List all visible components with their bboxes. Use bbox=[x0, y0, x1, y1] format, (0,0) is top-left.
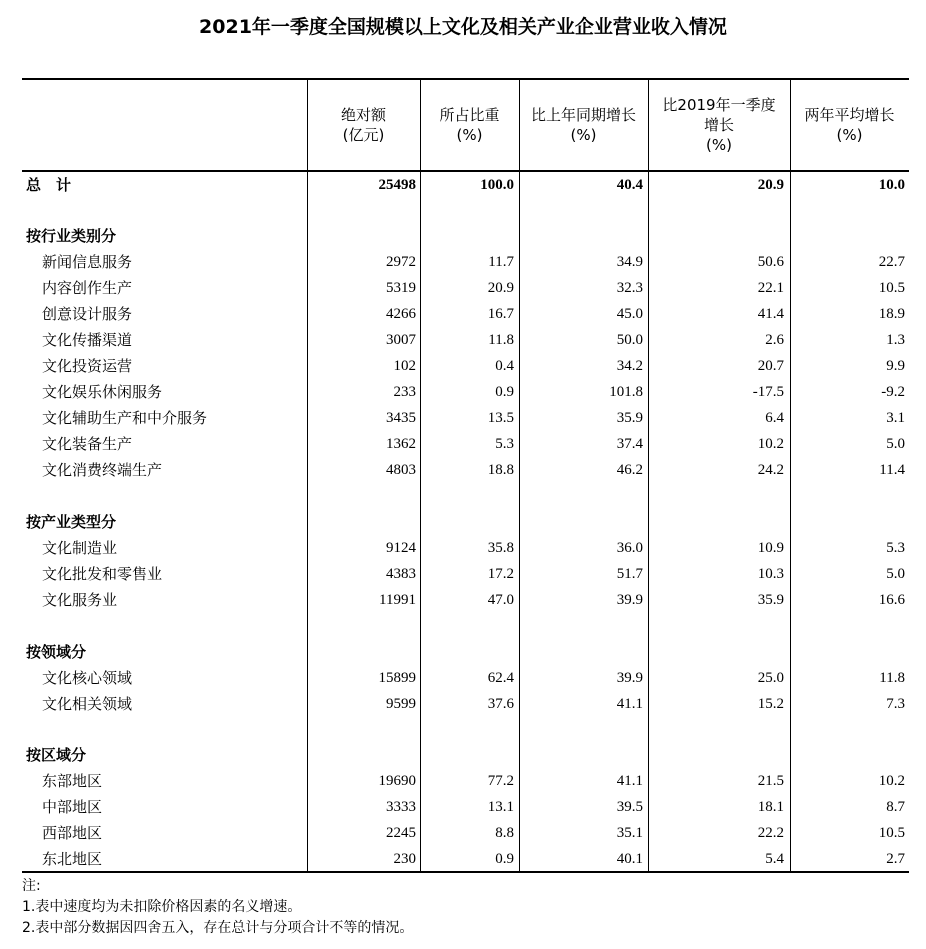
table-cell: 18.9 bbox=[878, 306, 905, 322]
table-row bbox=[22, 301, 909, 327]
row-label: 内容创作生产 bbox=[42, 279, 133, 297]
row-label: 文化核心领域 bbox=[42, 669, 133, 687]
table-cell: 15899 bbox=[378, 670, 416, 686]
column-header-line: 绝对额 bbox=[340, 106, 386, 124]
table-cell: 62.4 bbox=[487, 670, 514, 686]
row-label: 中部地区 bbox=[42, 798, 103, 816]
table-cell: 24.2 bbox=[757, 462, 784, 478]
table-cell: 0.9 bbox=[495, 851, 514, 867]
section-heading: 按行业类别分 bbox=[26, 227, 117, 245]
row-label: 西部地区 bbox=[42, 824, 103, 842]
section-heading-row bbox=[22, 639, 909, 665]
table-cell: 25.0 bbox=[757, 670, 784, 686]
table-cell: 3435 bbox=[386, 410, 416, 426]
table-cell: 8.7 bbox=[886, 799, 905, 815]
table-cell: 20.7 bbox=[757, 358, 784, 374]
table-row bbox=[22, 535, 909, 561]
total-label: 总 计 bbox=[26, 176, 72, 194]
table-cell: 36.0 bbox=[616, 540, 643, 556]
table-cell: 18.1 bbox=[757, 799, 784, 815]
table-cell: 39.5 bbox=[616, 799, 643, 815]
table-cell: 1.3 bbox=[886, 332, 905, 348]
table-cell: 230 bbox=[393, 851, 416, 867]
table-cell: 40.4 bbox=[616, 177, 643, 193]
table-cell: 11.8 bbox=[488, 332, 514, 348]
table-cell: 21.5 bbox=[757, 773, 784, 789]
column-header-line: 比上年同期增长 bbox=[530, 106, 636, 124]
table-cell: 10.9 bbox=[757, 540, 784, 556]
table-row bbox=[22, 794, 909, 820]
table-cell: 10.5 bbox=[878, 280, 905, 296]
table-row bbox=[22, 691, 909, 717]
table-cell: 2972 bbox=[386, 254, 416, 270]
table-row bbox=[22, 275, 909, 301]
table-row bbox=[22, 768, 909, 794]
table-cell: 20.9 bbox=[757, 177, 784, 193]
table-cell: 34.2 bbox=[616, 358, 643, 374]
table-cell: 22.1 bbox=[757, 280, 784, 296]
table-row bbox=[22, 405, 909, 431]
table-cell: 41.1 bbox=[616, 696, 643, 712]
table-row bbox=[22, 249, 909, 275]
table-cell: 0.4 bbox=[495, 358, 514, 374]
column-header bbox=[307, 80, 420, 170]
table-cell: 50.6 bbox=[757, 254, 784, 270]
table-cell: 10.0 bbox=[878, 177, 905, 193]
column-header bbox=[648, 80, 790, 170]
table-cell: 35.8 bbox=[487, 540, 514, 556]
page-title: 2021年一季度全国规模以上文化及相关产业企业营业收入情况 bbox=[199, 16, 727, 38]
table-cell: 34.9 bbox=[616, 254, 643, 270]
table-cell: 9124 bbox=[386, 540, 416, 556]
table-cell: 47.0 bbox=[487, 592, 514, 608]
column-header-line: 两年平均增长 bbox=[804, 106, 895, 124]
table-cell: 13.5 bbox=[487, 410, 514, 426]
row-label: 文化传播渠道 bbox=[42, 331, 133, 349]
table-cell: 45.0 bbox=[616, 306, 643, 322]
table-cell: 9.9 bbox=[886, 358, 905, 374]
table-cell: 50.0 bbox=[616, 332, 643, 348]
table-cell: 17.2 bbox=[487, 566, 514, 582]
row-label: 东部地区 bbox=[42, 772, 103, 790]
column-header bbox=[519, 80, 648, 170]
table-row bbox=[22, 327, 909, 353]
section-heading: 按领域分 bbox=[26, 643, 87, 661]
table-cell: 2.6 bbox=[765, 332, 784, 348]
column-header bbox=[790, 80, 909, 170]
table-cell: 5.3 bbox=[886, 540, 905, 556]
table-cell: 5.4 bbox=[765, 851, 784, 867]
table-cell: 5.0 bbox=[886, 436, 905, 452]
table-cell: 35.9 bbox=[757, 592, 784, 608]
table-cell: 11.8 bbox=[879, 670, 905, 686]
table-cell: 1362 bbox=[386, 436, 416, 452]
table-cell: 10.3 bbox=[757, 566, 784, 582]
table-cell: 4266 bbox=[386, 306, 416, 322]
table-row bbox=[22, 587, 909, 613]
table-cell: 37.4 bbox=[616, 436, 643, 452]
table-row bbox=[22, 379, 909, 405]
table-row bbox=[22, 846, 909, 872]
row-label: 文化制造业 bbox=[42, 539, 118, 557]
row-label: 文化相关领域 bbox=[42, 695, 133, 713]
row-label: 文化批发和零售业 bbox=[42, 565, 163, 583]
table-cell: 101.8 bbox=[609, 384, 643, 400]
column-header-line: 所占比重 bbox=[439, 106, 500, 124]
column-header-line: (%) bbox=[706, 136, 732, 154]
section-heading: 按产业类型分 bbox=[26, 513, 117, 531]
table-cell: 39.9 bbox=[616, 670, 643, 686]
table-cell: 22.7 bbox=[878, 254, 905, 270]
row-label: 文化娱乐休闲服务 bbox=[42, 383, 163, 401]
column-header-line: 比2019年一季度 bbox=[662, 96, 776, 114]
table-cell: 41.4 bbox=[757, 306, 784, 322]
total-row bbox=[22, 172, 909, 198]
table-cell: 32.3 bbox=[616, 280, 643, 296]
table-cell: 35.9 bbox=[616, 410, 643, 426]
table-cell: 25498 bbox=[378, 177, 416, 193]
table-cell: 11.4 bbox=[879, 462, 905, 478]
row-label: 文化辅助生产和中介服务 bbox=[42, 409, 208, 427]
table-cell: 20.9 bbox=[487, 280, 514, 296]
table-cell: 35.1 bbox=[616, 825, 643, 841]
table-cell: 2245 bbox=[386, 825, 416, 841]
table-cell: 18.8 bbox=[487, 462, 514, 478]
row-label: 文化服务业 bbox=[42, 591, 118, 609]
table-cell: 5.0 bbox=[886, 566, 905, 582]
footnote-2: 2.表中部分数据因四舍五入，存在总计与分项合计不等的情况。 bbox=[22, 920, 414, 936]
table-cell: -17.5 bbox=[752, 384, 784, 400]
table-cell: 11.7 bbox=[488, 254, 514, 270]
table-cell: -9.2 bbox=[881, 384, 905, 400]
table-cell: 19690 bbox=[378, 773, 416, 789]
table-cell: 8.8 bbox=[495, 825, 514, 841]
footnotes bbox=[22, 876, 413, 939]
table-cell: 41.1 bbox=[616, 773, 643, 789]
table-cell: 5319 bbox=[386, 280, 416, 296]
column-header-line: (%) bbox=[836, 126, 863, 144]
table-cell: 51.7 bbox=[616, 566, 643, 582]
row-label: 创意设计服务 bbox=[42, 305, 133, 323]
table-cell: 3333 bbox=[386, 799, 416, 815]
table-cell: 0.9 bbox=[495, 384, 514, 400]
table-cell: 4803 bbox=[386, 462, 416, 478]
footnote-1: 1.表中速度均为未扣除价格因素的名义增速。 bbox=[22, 899, 302, 915]
table-cell: 10.5 bbox=[878, 825, 905, 841]
table-cell: 10.2 bbox=[757, 436, 784, 452]
table-cell: 22.2 bbox=[757, 825, 784, 841]
table-cell: 40.1 bbox=[616, 851, 643, 867]
table-cell: 16.7 bbox=[487, 306, 514, 322]
table-cell: 7.3 bbox=[886, 696, 905, 712]
table-cell: 3.1 bbox=[886, 410, 905, 426]
column-header-line: (%) bbox=[456, 126, 483, 144]
row-label: 新闻信息服务 bbox=[42, 253, 133, 271]
table-cell: 15.2 bbox=[757, 696, 784, 712]
table-cell: 39.9 bbox=[616, 592, 643, 608]
table-cell: 10.2 bbox=[878, 773, 905, 789]
row-label: 文化消费终端生产 bbox=[42, 461, 163, 479]
table-row bbox=[22, 665, 909, 691]
section-heading-row bbox=[22, 509, 909, 535]
row-label: 文化投资运营 bbox=[42, 357, 133, 375]
table-cell: 77.2 bbox=[487, 773, 514, 789]
table-cell: 2.7 bbox=[886, 851, 905, 867]
table-row bbox=[22, 561, 909, 587]
table-cell: 6.4 bbox=[765, 410, 784, 426]
table-cell: 11991 bbox=[379, 592, 416, 608]
row-label: 文化装备生产 bbox=[42, 435, 133, 453]
table-cell: 13.1 bbox=[487, 799, 514, 815]
table-row bbox=[22, 820, 909, 846]
table-row bbox=[22, 353, 909, 379]
column-header-line: 增长 bbox=[703, 116, 734, 134]
table-cell: 37.6 bbox=[487, 696, 514, 712]
table-cell: 46.2 bbox=[616, 462, 643, 478]
section-heading-row bbox=[22, 742, 909, 768]
column-header bbox=[420, 80, 519, 170]
table-cell: 102 bbox=[393, 358, 416, 374]
column-header-line: (%) bbox=[570, 126, 597, 144]
table-cell: 100.0 bbox=[480, 177, 514, 193]
table-cell: 5.3 bbox=[495, 436, 514, 452]
table-cell: 4383 bbox=[386, 566, 416, 582]
table-cell: 3007 bbox=[386, 332, 416, 348]
table-cell: 16.6 bbox=[878, 592, 905, 608]
section-heading-row bbox=[22, 223, 909, 249]
section-heading: 按区域分 bbox=[26, 746, 87, 764]
footnote-heading: 注: bbox=[22, 878, 41, 894]
column-header-line: (亿元) bbox=[342, 126, 385, 144]
table-cell: 9599 bbox=[386, 696, 416, 712]
table-cell: 233 bbox=[393, 384, 416, 400]
row-label: 东北地区 bbox=[42, 850, 103, 868]
table-row bbox=[22, 431, 909, 457]
table-row bbox=[22, 457, 909, 483]
